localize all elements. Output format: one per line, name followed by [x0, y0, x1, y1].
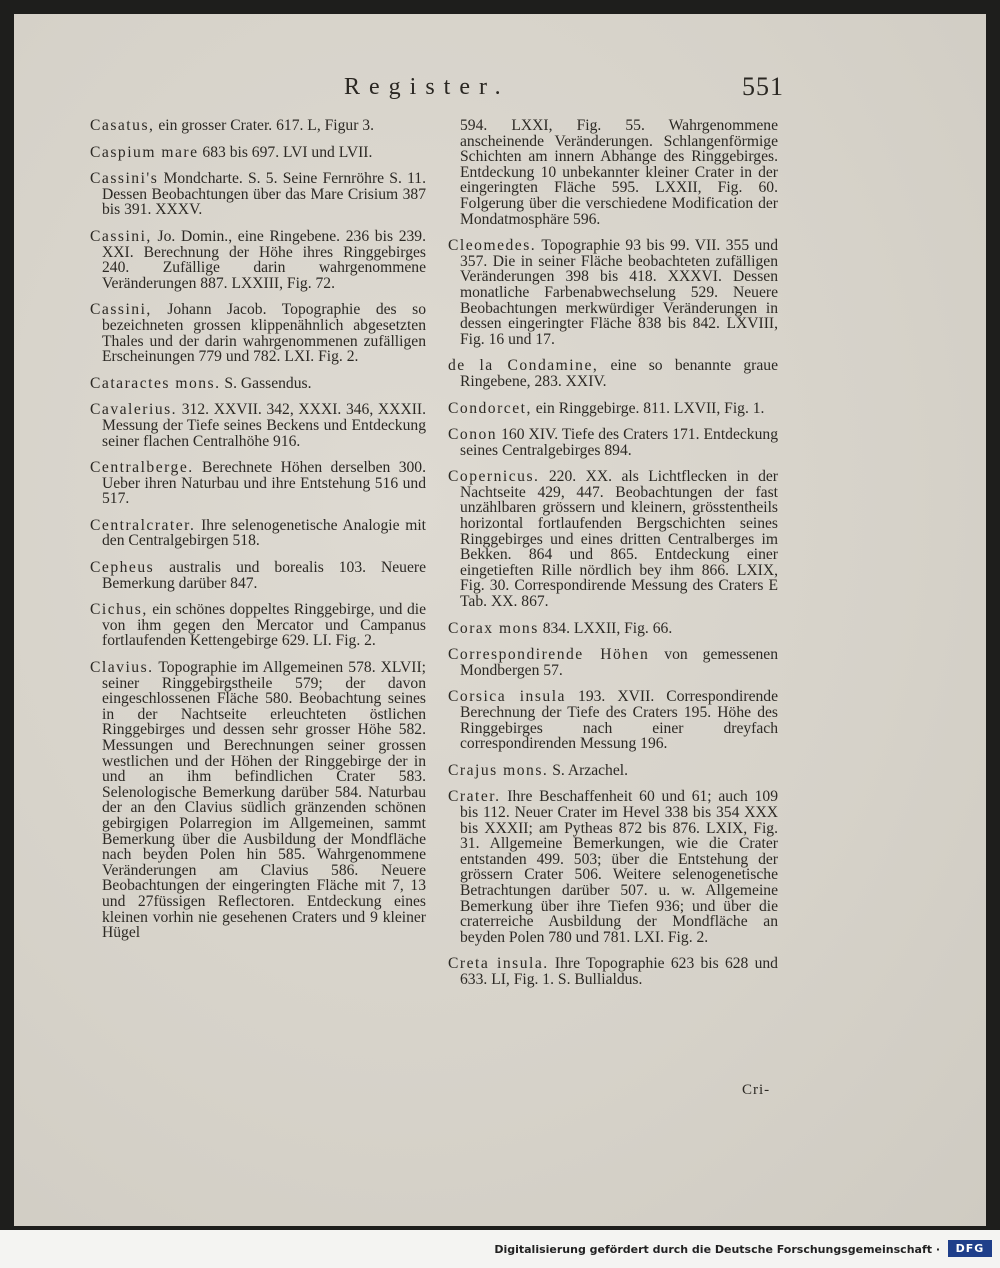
index-entry [448, 358, 778, 389]
entry-headword: Caspium mare [90, 143, 199, 161]
funding-credit: Digitalisierung gefördert durch die Deutsche Forschungsgemeinschaft · [494, 1243, 940, 1256]
entry-text: Berechnete Höhen derselben 300. Ueber ihren Naturbau und ihre Entstehung 516 und 517. [102, 459, 426, 508]
footer-bar [0, 1230, 1000, 1268]
entry-headword: Cassini, [90, 301, 152, 319]
left-column [90, 118, 426, 952]
entry-text: 160 XIV. Tiefe des Craters 171. Entdeckung seines Centralgebirges 894. [460, 426, 778, 459]
entry-text: eine so benannte graue Ringebene, 283. XXIV. [460, 357, 779, 390]
index-entry [90, 171, 426, 218]
index-entry [90, 376, 426, 392]
entry-headword: Clavius. [90, 659, 154, 677]
entry-text: ein Ringgebirge. 811. LXVII, Fig. 1. [531, 399, 765, 417]
entry-headword: Cavalerius. [90, 401, 178, 419]
index-entry [448, 956, 778, 987]
entry-text: 683 bis 697. LVI und LVII. [198, 143, 373, 161]
entry-headword: Centralberge. [90, 459, 194, 477]
entry-headword: Cassini's [90, 170, 159, 188]
index-entry [448, 469, 778, 609]
page-number: 551 [742, 72, 784, 101]
entry-headword: Corax mons [448, 619, 539, 637]
index-entry [90, 602, 426, 649]
entry-text: ein grosser Crater. 617. L, Figur 3. [154, 117, 374, 134]
index-entry [90, 302, 426, 364]
entry-headword: Cassini, [90, 227, 152, 245]
entry-headword: Cepheus [90, 559, 155, 577]
entry-headword: Correspondirende Höhen [448, 646, 650, 664]
index-entry [448, 789, 778, 945]
index-entry [448, 427, 778, 458]
index-entry [90, 518, 426, 549]
index-entry [90, 460, 426, 507]
index-entry [448, 621, 778, 637]
entry-headword: Creta insula. [448, 955, 549, 973]
index-entry [448, 118, 778, 227]
entry-headword: Copernicus. [448, 468, 540, 486]
entry-text: 312. XXVII. 342, XXXI. 346, XXXII. Messung der Tiefe seines Beckens und Entdeckung seiner flachen Centralhöhe 916. [102, 401, 426, 450]
index-entry [90, 118, 426, 134]
entry-text: 834. LXXII, Fig. 66. [538, 619, 673, 637]
entry-headword: Cichus, [90, 601, 148, 619]
entry-text: Topographie im Allgemeinen 578. XLVII; seiner Ringgebirgstheile 579; der davon eingeschlossenen Fläche 580. Beobachtung seines in der Nachtseite erleuchteten östlichen Ringgebirges und dessen sehr grosser Höhe 582. Messungen und Berechnungen seiner grossen westlichen und der Höhen der Ringgebirge der in und an ihm befindlichen Crater 583. Selenologische Bemerkung darüber 584. Naturbau der an den Clavius südlich gränzenden schönen gebirgigen Polarregion im Allgemeinen, sammt Bemerkung über die Ausbildung der Mondfläche nach beyden Polen hin 585. Wahrgenommene Veränderungen am Clavius 586. Neuere Beobachtungen der eingeringten Fläche mit 7, 13 und 27füssigen Reflectoren. Entdeckung eines kleinen vorhin nie gesehenen Craters und 9 kleiner Hügel [102, 659, 426, 942]
entry-headword: Centralcrater. [90, 516, 196, 534]
catchword: Cri- [742, 1082, 771, 1098]
entry-headword: Casatus, [90, 117, 155, 134]
right-column [448, 118, 778, 999]
entry-text: S. Arzachel. [548, 761, 628, 779]
entry-headword: Condorcet, [448, 399, 532, 417]
entry-text: 594. LXXI, Fig. 55. Wahrgenommene anscheinende Veränderungen. Schlangenförmige Schichten am innern Abhange des Ringgebirges. Entdeckung 10 unbekannter kleiner Crater in der eingeringten Fläche 595. LXXII, Fig. 60. Folgerung über die verschiedene Modification der Mondatmosphäre 596. [460, 117, 778, 228]
index-entry [448, 689, 778, 751]
index-entry [448, 763, 778, 779]
entry-text: von gemessenen Mondbergen 57. [460, 646, 779, 679]
entry-text: Topographie 93 bis 99. VII. 355 und 357. Die in seiner Fläche beobachteten zufälligen Veränderungen 398 bis 418. XXXVI. Dessen monatliche Farbenabwechselung 529. Neuere Beobachtungen merkwürdiger Veränderungen in dessen eingeringter Fläche 838 bis 842. LXVIII, Fig. 16 und 17. [460, 237, 778, 348]
dfg-logo: DFG [948, 1240, 992, 1257]
index-entry [90, 402, 426, 449]
index-entry [448, 647, 778, 678]
entry-text: Johann Jacob. Topographie des so bezeichneten grossen klippenähnlich abgesetzten Thales und der darin wahrgenommenen zufälligen Erscheinungen 779 und 782. LXI. Fig. 2. [102, 301, 426, 366]
entry-headword: Conon [448, 426, 498, 444]
entry-headword: de la Condamine, [448, 357, 599, 375]
index-entry [90, 660, 426, 941]
index-entry [448, 238, 778, 347]
entry-headword: Cleomedes. [448, 237, 537, 255]
index-entry [90, 560, 426, 591]
entry-text: australis und borealis 103. Neuere Bemerkung darüber 847. [102, 559, 426, 592]
entry-text: 220. XX. als Lichtflecken in der Nachtseite 429, 447. Beobachtungen der fast unzählbaren grössern und kleinern, grösstentheils horizontal fortlaufenden Bergschichten seines Ringgebirges und eines dritten Centralberges im Bekken. 864 und 865. Entdeckung einer eingetieften Rille nördlich bey ihm 866. LXIX, Fig. 30. Correspondirende Messung des Craters E Tab. XX. 867. [460, 468, 778, 611]
entry-text: Ihre Beschaffenheit 60 und 61; auch 109 bis 112. Neuer Crater im Hevel 338 bis 354 XXX bis XXXII; am Pytheas 872 bis 876. LXIX, Fig. 31. Allgemeine Bemerkungen, wie die Crater entstanden 499. 503; über die Entstehung der grössern Crater 506. Weitere selenogenetische Betrachtungen darüber 507. u. w. Allgemeine Bemerkung über ihre Tiefen 936; und über die craterreiche Ausbildung der Mondfläche an beyden Polen 780 und 781. LXI. Fig. 2. [460, 788, 778, 946]
index-entry [90, 229, 426, 291]
entry-text: 193. XVII. Correspondirende Berechnung der Tiefe des Craters 195. Höhe des Ringgebirges nach einer dreyfach correspondirenden Messung 196. [460, 688, 779, 753]
entry-text: ein schönes doppeltes Ringgebirge, und die von ihm gegen den Mercator und Campanus fortlaufenden Kettengebirge 629. LI. Fig. 2. [102, 601, 426, 650]
entry-headword: Crater. [448, 788, 501, 806]
running-title: Register. [344, 74, 510, 100]
index-entry [448, 401, 778, 417]
page-header [344, 74, 784, 114]
entry-headword: Cataractes mons. [90, 374, 221, 392]
entry-text: Mondcharte. S. 5. Seine Fernröhre S. 11. Dessen Beobachtungen über das Mare Crisium 387 bis 391. XXXV. [102, 170, 426, 219]
entry-text: S. Gassendus. [220, 374, 312, 392]
entry-text: Ihre selenogenetische Analogie mit den Centralgebirgen 518. [102, 516, 426, 550]
entry-headword: Crajus mons. [448, 761, 549, 779]
index-entry [90, 145, 426, 161]
entry-text: Ihre Topographie 623 bis 628 und 633. LI, Fig. 1. S. Bullialdus. [460, 955, 778, 988]
entry-headword: Corsica insula [448, 688, 566, 706]
entry-text: Jo. Domin., eine Ringebene. 236 bis 239. XXI. Berechnung der Höhe ihres Ringgebirges 240. Zufällige darin wahrgenommene Veränderungen 887. LXXIII, Fig. 72. [102, 227, 426, 292]
book-page [14, 14, 986, 1226]
